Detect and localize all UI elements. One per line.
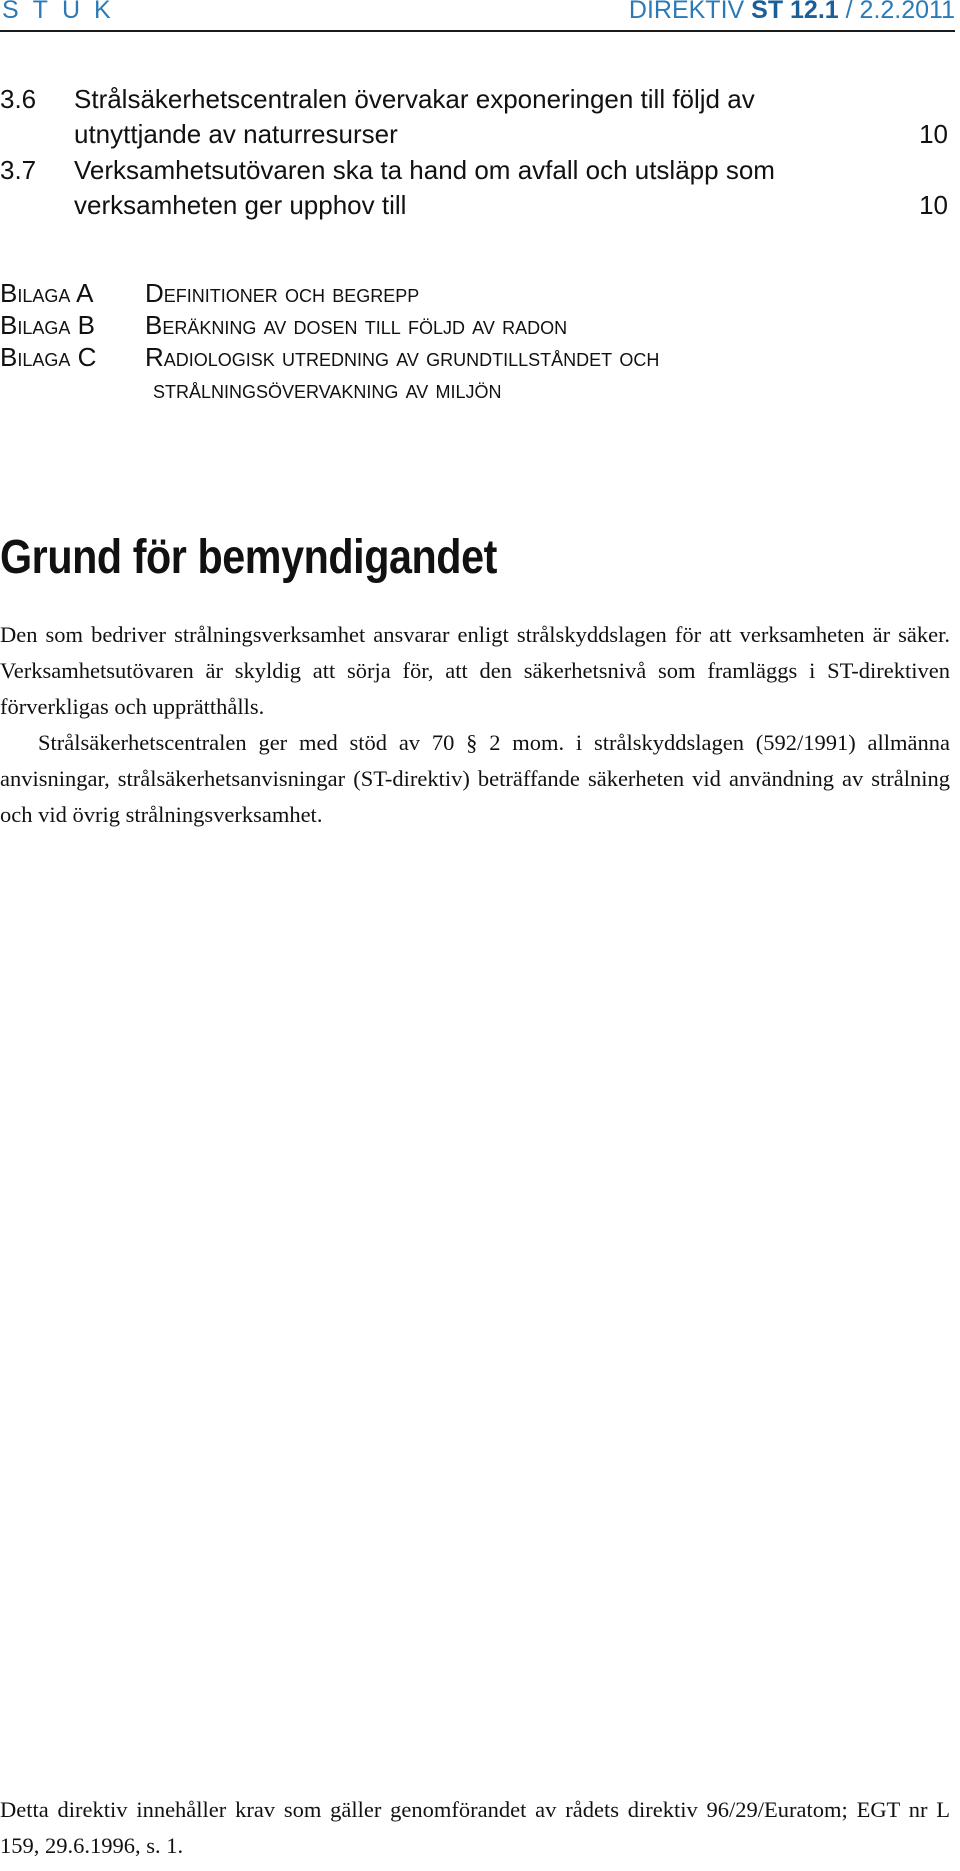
paragraph: Strålsäkerhetscentralen ger med stöd av 70 § 2 mom. i strålskyddslagen (592/1991) allmänna anvisningar, strålsäkerhetsanvisningar (ST-direktiv) beträffande säkerheten vid användning av strålning och vid övrig strålningsverksamhet.	[0, 730, 950, 827]
appendix-title-continued: strålningsövervakning av miljön	[153, 374, 502, 404]
directive-label	[629, 0, 955, 25]
appendix-code: Bilaga A	[0, 278, 94, 308]
appendix-title: Definitioner och begrepp	[145, 278, 420, 308]
toc-title-line: Strålsäkerhetscentralen övervakar exponeringen till följd av	[74, 84, 755, 114]
page-header	[0, 0, 955, 32]
section-heading: Grund för bemyndigandet	[0, 531, 497, 584]
section-body	[0, 617, 950, 833]
appendix-code: Bilaga C	[0, 342, 97, 372]
appendix-title: Radiologisk utredning av grundtillståndet och	[145, 342, 660, 372]
toc-number: 3.7	[0, 155, 37, 185]
appendix-title: Beräkning av dosen till följd av radon	[145, 310, 568, 340]
toc-title-line: utnyttjande av naturresurser	[74, 119, 398, 149]
toc-number: 3.6	[0, 84, 37, 114]
footnote	[0, 1792, 950, 1864]
toc-title-line: Verksamhetsutövaren ska ta hand om avfall och utsläpp som	[74, 155, 775, 185]
appendix-code: Bilaga B	[0, 310, 95, 340]
toc-page-number: 10	[919, 119, 948, 149]
directive-code: ST 12.1	[751, 0, 839, 24]
toc-page-number: 10	[919, 190, 948, 220]
footnote-text: Detta direktiv innehåller krav som gäller genomförandet av rådets direktiv 96/29/Euratom; EGT nr L 159, 29.6.1996, s. 1.	[0, 1797, 950, 1858]
toc-title-line: verksamheten ger upphov till	[74, 190, 407, 220]
directive-date: / 2.2.2011	[838, 0, 955, 24]
paragraph: Den som bedriver strålningsverksamhet ansvarar enligt strålskyddslagen för att verksamheten är säker. Verksamhetsutövaren är skyldig att sörja för, att den säkerhetsnivå som framläggs i ST-direktiven förverkligas och upprätthålls.	[0, 622, 950, 719]
org-name: STUK	[2, 0, 125, 24]
directive-prefix: DIREKTIV	[628, 0, 745, 24]
